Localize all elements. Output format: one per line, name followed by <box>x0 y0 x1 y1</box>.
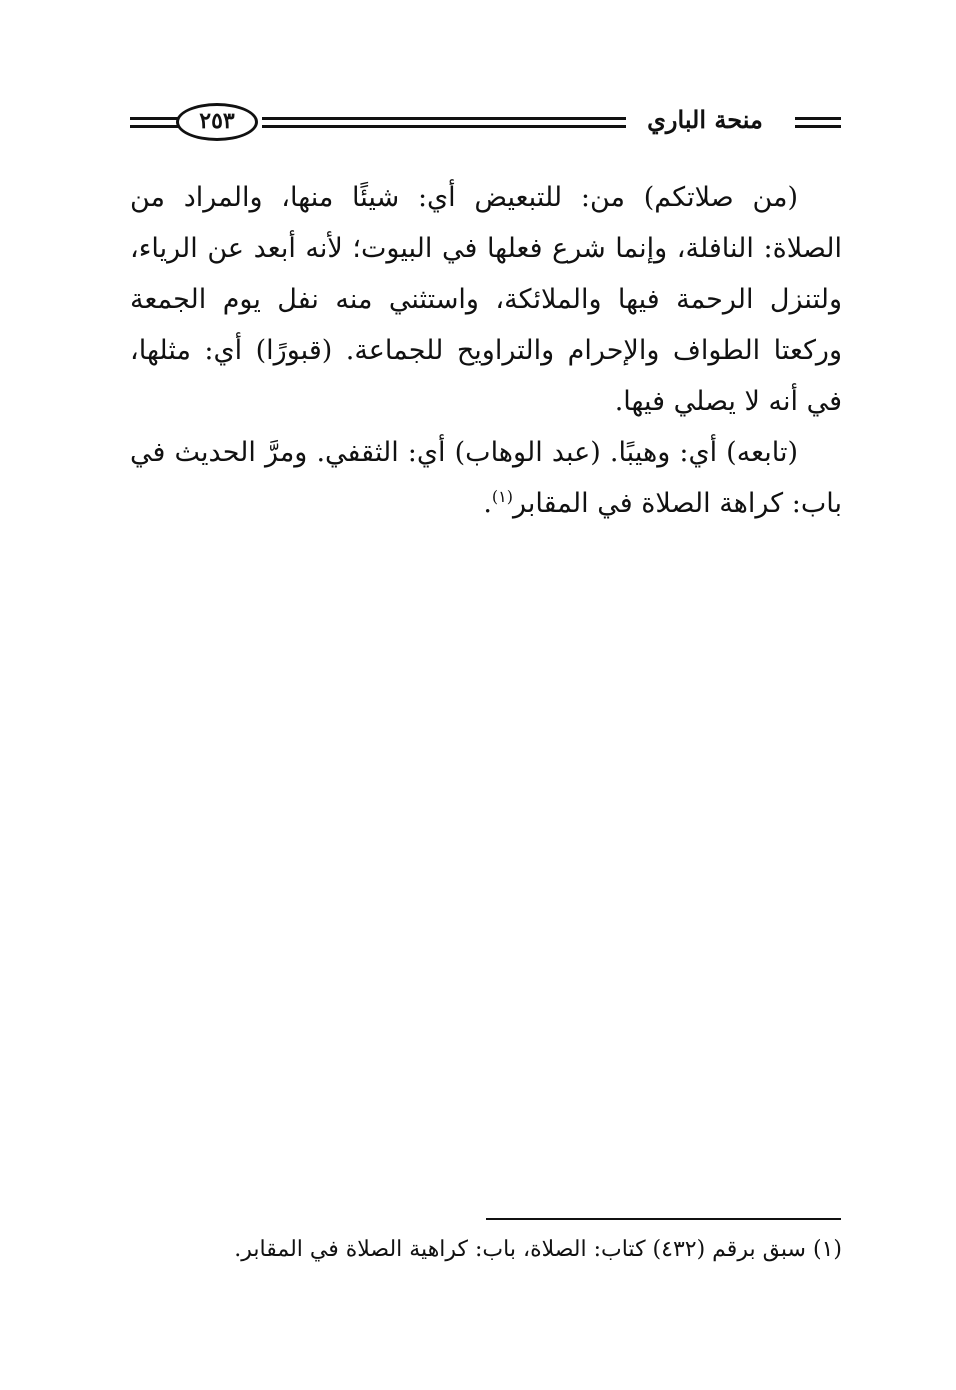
book-title: منحة الباري <box>647 105 763 134</box>
closing-punctuation: . <box>483 488 492 519</box>
header-rule-left-top <box>130 117 178 120</box>
paragraph-text: (تابعه) أي: وهيبًا. (عبد الوهاب) أي: الثقفي. ومرَّ الحديث في باب: كراهة الصلاة في المقابر <box>130 437 842 519</box>
footnote-separator <box>486 1218 841 1220</box>
paragraph: (من صلاتكم) من: للتبعيض أي: شيئًا منها، والمراد من الصلاة: النافلة، وإنما شرع فعلها في البيوت؛ لأنه أبعد عن الرياء، ولتنزل الرحمة فيها والملائكة، واستثني منه نفل يوم الجمعة وركعتا الطواف والإحرام والتراويح للجماعة. (قبورًا) أي: مثلها، في أنه لا يصلي فيها. <box>130 182 842 417</box>
header-rule-right-top <box>795 117 841 120</box>
header-rule-left-bottom <box>130 125 178 128</box>
page-number-badge: ٢٥٣ <box>176 103 258 141</box>
main-text <box>130 172 842 529</box>
header-rule-middle-top <box>262 117 626 120</box>
paragraph <box>130 427 842 529</box>
header-rule-middle-bottom <box>262 125 626 128</box>
page-header <box>0 0 956 160</box>
footnote-reference[interactable]: (١) <box>491 487 513 506</box>
footnote: (١) سبق برقم (٤٣٢) كتاب: الصلاة، باب: كراهية الصلاة في المقابر. <box>234 1237 842 1262</box>
header-rule-right-bottom <box>795 125 841 128</box>
